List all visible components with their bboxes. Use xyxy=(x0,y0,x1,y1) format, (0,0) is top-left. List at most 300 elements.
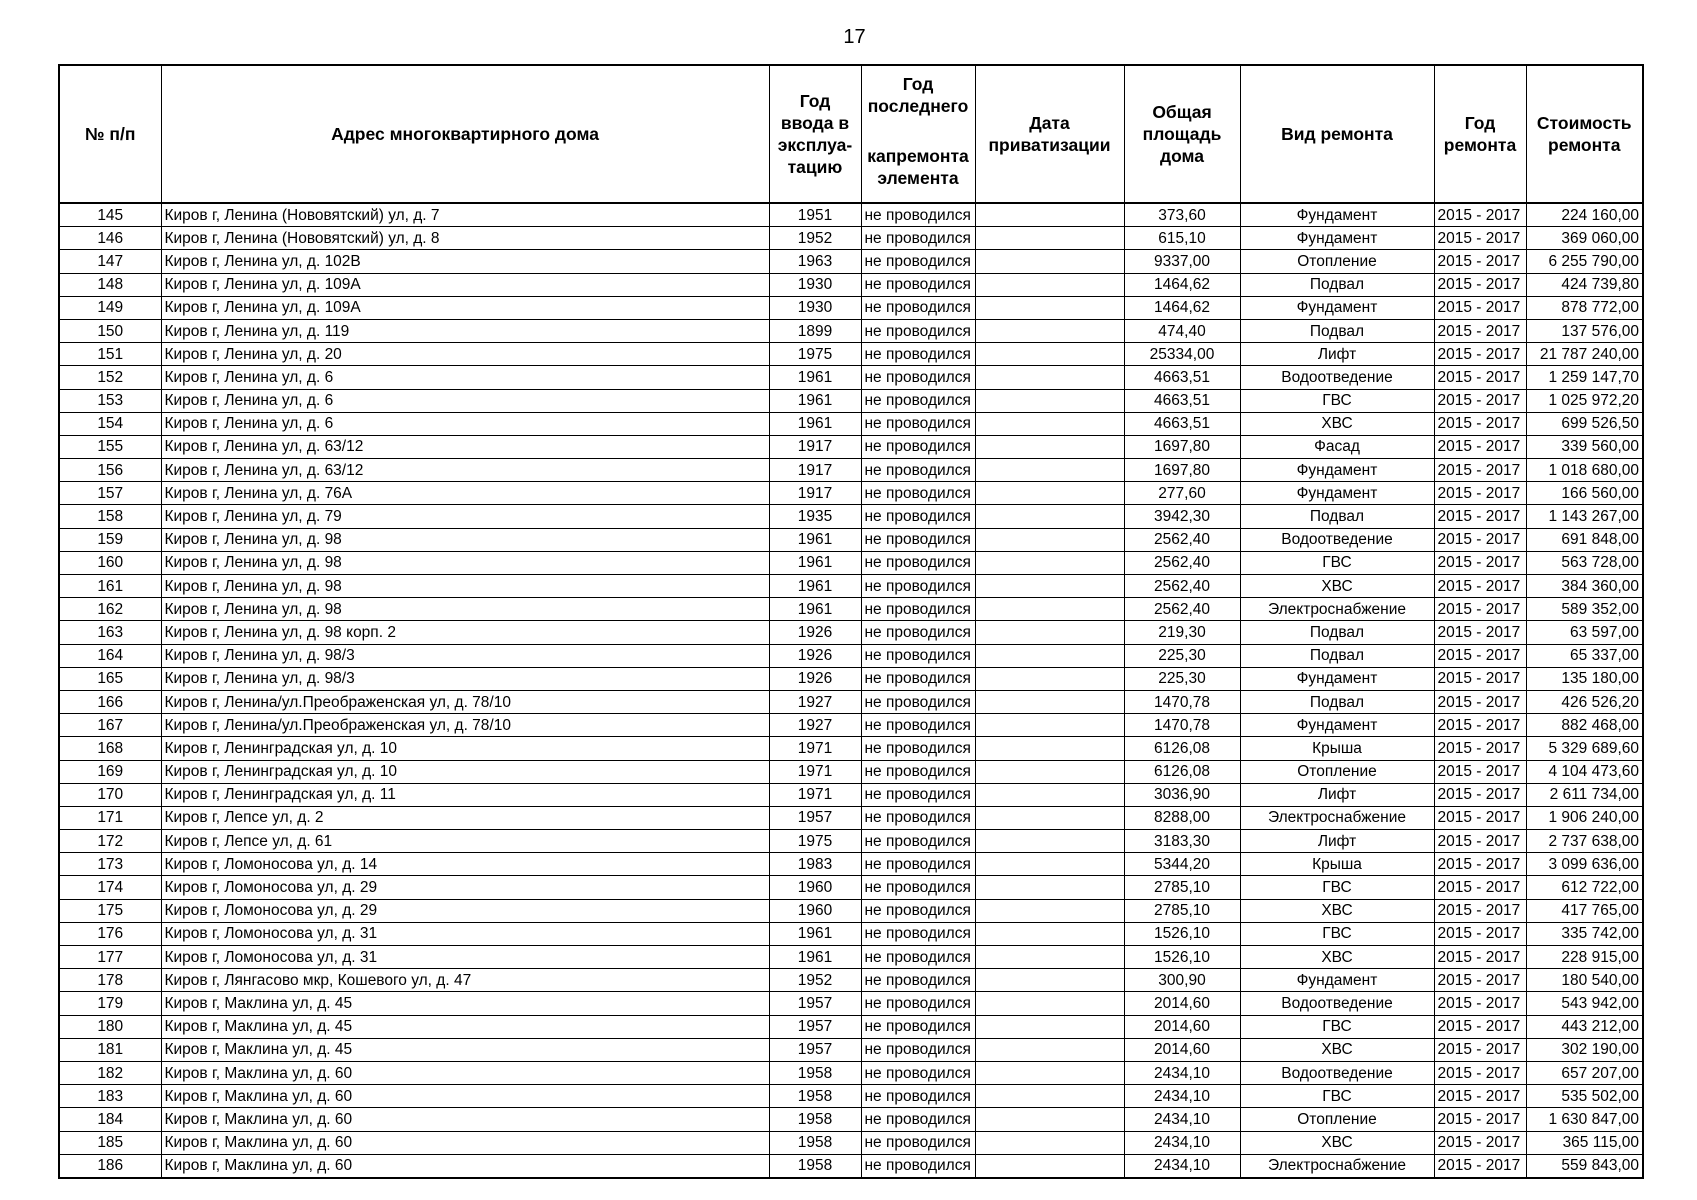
cell-year-built: 1917 xyxy=(769,459,861,482)
cell-cost: 878 772,00 xyxy=(1526,296,1643,319)
cell-last-repair: не проводился xyxy=(861,806,975,829)
cell-area: 9337,00 xyxy=(1124,250,1240,273)
cell-cost: 302 190,00 xyxy=(1526,1038,1643,1061)
header-repair-type: Вид ремонта xyxy=(1240,65,1434,203)
cell-repair-year: 2015 - 2017 xyxy=(1434,528,1526,551)
cell-cost: 166 560,00 xyxy=(1526,482,1643,505)
cell-repair-year: 2015 - 2017 xyxy=(1434,806,1526,829)
cell-address: Киров г, Ломоносова ул, д. 31 xyxy=(161,922,769,945)
table-row xyxy=(59,1154,1643,1178)
cell-privatization xyxy=(975,203,1124,227)
cell-year-built: 1961 xyxy=(769,946,861,969)
cell-repair-type: Лифт xyxy=(1240,830,1434,853)
cell-privatization xyxy=(975,273,1124,296)
cell-address: Киров г, Маклина ул, д. 60 xyxy=(161,1108,769,1131)
cell-repair-type: Водоотведение xyxy=(1240,1061,1434,1084)
table-row xyxy=(59,1061,1643,1084)
cell-num: 153 xyxy=(59,389,161,412)
table-row xyxy=(59,227,1643,250)
cell-area: 5344,20 xyxy=(1124,853,1240,876)
cell-num: 161 xyxy=(59,575,161,598)
cell-privatization xyxy=(975,876,1124,899)
cell-repair-year: 2015 - 2017 xyxy=(1434,1015,1526,1038)
cell-area: 3942,30 xyxy=(1124,505,1240,528)
cell-year-built: 1960 xyxy=(769,876,861,899)
cell-repair-year: 2015 - 2017 xyxy=(1434,435,1526,458)
header-last-repair-bottom: капремонта элемента xyxy=(867,146,969,188)
cell-repair-year: 2015 - 2017 xyxy=(1434,690,1526,713)
cell-cost: 5 329 689,60 xyxy=(1526,737,1643,760)
cell-repair-year: 2015 - 2017 xyxy=(1434,319,1526,342)
cell-privatization xyxy=(975,412,1124,435)
cell-privatization xyxy=(975,1131,1124,1154)
table-row xyxy=(59,783,1643,806)
cell-repair-type: ГВС xyxy=(1240,551,1434,574)
cell-cost: 135 180,00 xyxy=(1526,667,1643,690)
cell-repair-type: Крыша xyxy=(1240,853,1434,876)
cell-cost: 365 115,00 xyxy=(1526,1131,1643,1154)
cell-cost: 335 742,00 xyxy=(1526,922,1643,945)
cell-cost: 1 906 240,00 xyxy=(1526,806,1643,829)
cell-address: Киров г, Ломоносова ул, д. 14 xyxy=(161,853,769,876)
cell-repair-type: Фундамент xyxy=(1240,296,1434,319)
cell-year-built: 1971 xyxy=(769,737,861,760)
cell-repair-type: Электроснабжение xyxy=(1240,598,1434,621)
cell-repair-type: Фундамент xyxy=(1240,667,1434,690)
cell-privatization xyxy=(975,227,1124,250)
cell-year-built: 1957 xyxy=(769,992,861,1015)
cell-repair-type: Отопление xyxy=(1240,250,1434,273)
table-row xyxy=(59,250,1643,273)
cell-year-built: 1927 xyxy=(769,690,861,713)
cell-num: 168 xyxy=(59,737,161,760)
cell-address: Киров г, Ленинградская ул, д. 10 xyxy=(161,760,769,783)
cell-privatization xyxy=(975,992,1124,1015)
cell-privatization xyxy=(975,806,1124,829)
cell-num: 155 xyxy=(59,435,161,458)
cell-repair-year: 2015 - 2017 xyxy=(1434,737,1526,760)
cell-privatization xyxy=(975,505,1124,528)
cell-repair-type: Электроснабжение xyxy=(1240,806,1434,829)
cell-address: Киров г, Ленина (Нововятский) ул, д. 7 xyxy=(161,203,769,227)
cell-repair-year: 2015 - 2017 xyxy=(1434,853,1526,876)
cell-area: 219,30 xyxy=(1124,621,1240,644)
table-row xyxy=(59,528,1643,551)
cell-privatization xyxy=(975,644,1124,667)
cell-area: 277,60 xyxy=(1124,482,1240,505)
cell-year-built: 1957 xyxy=(769,1038,861,1061)
cell-repair-type: ГВС xyxy=(1240,389,1434,412)
cell-area: 373,60 xyxy=(1124,203,1240,227)
cell-privatization xyxy=(975,853,1124,876)
cell-area: 2562,40 xyxy=(1124,575,1240,598)
cell-privatization xyxy=(975,343,1124,366)
cell-repair-type: Подвал xyxy=(1240,644,1434,667)
cell-year-built: 1899 xyxy=(769,319,861,342)
cell-repair-type: Фундамент xyxy=(1240,482,1434,505)
cell-address: Киров г, Ленина ул, д. 109А xyxy=(161,273,769,296)
cell-last-repair: не проводился xyxy=(861,969,975,992)
cell-repair-type: Водоотведение xyxy=(1240,528,1434,551)
cell-repair-year: 2015 - 2017 xyxy=(1434,1061,1526,1084)
cell-cost: 882 468,00 xyxy=(1526,714,1643,737)
cell-repair-year: 2015 - 2017 xyxy=(1434,505,1526,528)
cell-address: Киров г, Ломоносова ул, д. 31 xyxy=(161,946,769,969)
cell-repair-year: 2015 - 2017 xyxy=(1434,1131,1526,1154)
table-row xyxy=(59,714,1643,737)
cell-address: Киров г, Маклина ул, д. 45 xyxy=(161,1038,769,1061)
cell-last-repair: не проводился xyxy=(861,366,975,389)
cell-repair-year: 2015 - 2017 xyxy=(1434,644,1526,667)
cell-repair-year: 2015 - 2017 xyxy=(1434,482,1526,505)
table-row xyxy=(59,505,1643,528)
cell-area: 2434,10 xyxy=(1124,1085,1240,1108)
cell-num: 163 xyxy=(59,621,161,644)
cell-year-built: 1983 xyxy=(769,853,861,876)
cell-repair-year: 2015 - 2017 xyxy=(1434,389,1526,412)
cell-cost: 657 207,00 xyxy=(1526,1061,1643,1084)
cell-repair-year: 2015 - 2017 xyxy=(1434,783,1526,806)
header-repair-year: Год ремонта xyxy=(1434,65,1526,203)
table-row xyxy=(59,946,1643,969)
cell-num: 160 xyxy=(59,551,161,574)
cell-year-built: 1930 xyxy=(769,273,861,296)
cell-repair-year: 2015 - 2017 xyxy=(1434,969,1526,992)
cell-cost: 443 212,00 xyxy=(1526,1015,1643,1038)
cell-address: Киров г, Ленина/ул.Преображенская ул, д. 78/10 xyxy=(161,714,769,737)
cell-cost: 2 611 734,00 xyxy=(1526,783,1643,806)
cell-privatization xyxy=(975,389,1124,412)
cell-num: 158 xyxy=(59,505,161,528)
cell-address: Киров г, Ленина/ул.Преображенская ул, д. 78/10 xyxy=(161,690,769,713)
cell-address: Киров г, Лепсе ул, д. 61 xyxy=(161,830,769,853)
table-row xyxy=(59,1015,1643,1038)
cell-area: 2014,60 xyxy=(1124,1038,1240,1061)
cell-cost: 228 915,00 xyxy=(1526,946,1643,969)
cell-repair-year: 2015 - 2017 xyxy=(1434,992,1526,1015)
cell-area: 2562,40 xyxy=(1124,528,1240,551)
cell-repair-type: Фундамент xyxy=(1240,459,1434,482)
cell-last-repair: не проводился xyxy=(861,830,975,853)
cell-last-repair: не проводился xyxy=(861,482,975,505)
header-cost: Стоимость ремонта xyxy=(1526,65,1643,203)
cell-num: 146 xyxy=(59,227,161,250)
cell-last-repair: не проводился xyxy=(861,1015,975,1038)
cell-last-repair: не проводился xyxy=(861,946,975,969)
cell-cost: 2 737 638,00 xyxy=(1526,830,1643,853)
cell-privatization xyxy=(975,946,1124,969)
cell-cost: 384 360,00 xyxy=(1526,575,1643,598)
cell-repair-year: 2015 - 2017 xyxy=(1434,714,1526,737)
cell-num: 166 xyxy=(59,690,161,713)
cell-num: 159 xyxy=(59,528,161,551)
cell-address: Киров г, Ленина ул, д. 119 xyxy=(161,319,769,342)
cell-num: 169 xyxy=(59,760,161,783)
cell-address: Киров г, Маклина ул, д. 45 xyxy=(161,992,769,1015)
cell-area: 6126,08 xyxy=(1124,737,1240,760)
cell-address: Киров г, Ленина ул, д. 98 корп. 2 xyxy=(161,621,769,644)
cell-repair-type: ХВС xyxy=(1240,1131,1434,1154)
cell-cost: 180 540,00 xyxy=(1526,969,1643,992)
cell-last-repair: не проводился xyxy=(861,1085,975,1108)
cell-privatization xyxy=(975,830,1124,853)
cell-privatization xyxy=(975,1038,1124,1061)
cell-repair-year: 2015 - 2017 xyxy=(1434,412,1526,435)
cell-area: 4663,51 xyxy=(1124,412,1240,435)
cell-cost: 543 942,00 xyxy=(1526,992,1643,1015)
cell-last-repair: не проводился xyxy=(861,296,975,319)
cell-cost: 3 099 636,00 xyxy=(1526,853,1643,876)
table-header xyxy=(59,65,1643,203)
cell-year-built: 1961 xyxy=(769,922,861,945)
cell-privatization xyxy=(975,366,1124,389)
cell-cost: 1 025 972,20 xyxy=(1526,389,1643,412)
cell-address: Киров г, Ленина ул, д. 98 xyxy=(161,551,769,574)
table-row xyxy=(59,760,1643,783)
cell-last-repair: не проводился xyxy=(861,389,975,412)
cell-year-built: 1960 xyxy=(769,899,861,922)
cell-privatization xyxy=(975,1085,1124,1108)
cell-year-built: 1961 xyxy=(769,412,861,435)
table-row xyxy=(59,690,1643,713)
table-row xyxy=(59,992,1643,1015)
cell-last-repair: не проводился xyxy=(861,876,975,899)
cell-num: 180 xyxy=(59,1015,161,1038)
cell-last-repair: не проводился xyxy=(861,737,975,760)
table-row xyxy=(59,343,1643,366)
cell-last-repair: не проводился xyxy=(861,714,975,737)
cell-area: 2014,60 xyxy=(1124,992,1240,1015)
cell-privatization xyxy=(975,760,1124,783)
cell-year-built: 1961 xyxy=(769,575,861,598)
header-last-repair xyxy=(861,65,975,203)
cell-area: 1526,10 xyxy=(1124,946,1240,969)
table-body xyxy=(59,203,1643,1178)
cell-address: Киров г, Ленина ул, д. 76А xyxy=(161,482,769,505)
cell-cost: 369 060,00 xyxy=(1526,227,1643,250)
cell-last-repair: не проводился xyxy=(861,644,975,667)
cell-repair-year: 2015 - 2017 xyxy=(1434,922,1526,945)
cell-repair-type: Фундамент xyxy=(1240,227,1434,250)
cell-area: 1464,62 xyxy=(1124,273,1240,296)
cell-repair-type: Подвал xyxy=(1240,690,1434,713)
cell-num: 178 xyxy=(59,969,161,992)
cell-privatization xyxy=(975,598,1124,621)
cell-area: 3036,90 xyxy=(1124,783,1240,806)
cell-repair-type: Подвал xyxy=(1240,505,1434,528)
cell-privatization xyxy=(975,922,1124,945)
cell-repair-type: ГВС xyxy=(1240,1085,1434,1108)
cell-repair-type: Крыша xyxy=(1240,737,1434,760)
table-row xyxy=(59,969,1643,992)
cell-year-built: 1951 xyxy=(769,203,861,227)
cell-last-repair: не проводился xyxy=(861,667,975,690)
cell-last-repair: не проводился xyxy=(861,227,975,250)
cell-privatization xyxy=(975,969,1124,992)
cell-address: Киров г, Ленина ул, д. 102В xyxy=(161,250,769,273)
cell-cost: 4 104 473,60 xyxy=(1526,760,1643,783)
cell-year-built: 1930 xyxy=(769,296,861,319)
cell-last-repair: не проводился xyxy=(861,528,975,551)
cell-area: 1470,78 xyxy=(1124,714,1240,737)
cell-privatization xyxy=(975,667,1124,690)
cell-privatization xyxy=(975,690,1124,713)
cell-repair-type: Фундамент xyxy=(1240,203,1434,227)
cell-year-built: 1952 xyxy=(769,969,861,992)
cell-cost: 65 337,00 xyxy=(1526,644,1643,667)
cell-repair-type: Фасад xyxy=(1240,435,1434,458)
cell-repair-type: ГВС xyxy=(1240,876,1434,899)
cell-repair-year: 2015 - 2017 xyxy=(1434,1085,1526,1108)
cell-privatization xyxy=(975,319,1124,342)
table-row xyxy=(59,922,1643,945)
cell-year-built: 1958 xyxy=(769,1085,861,1108)
cell-address: Киров г, Ленина (Нововятский) ул, д. 8 xyxy=(161,227,769,250)
cell-last-repair: не проводился xyxy=(861,505,975,528)
cell-area: 474,40 xyxy=(1124,319,1240,342)
cell-last-repair: не проводился xyxy=(861,435,975,458)
cell-repair-year: 2015 - 2017 xyxy=(1434,551,1526,574)
cell-repair-type: Подвал xyxy=(1240,273,1434,296)
cell-address: Киров г, Лепсе ул, д. 2 xyxy=(161,806,769,829)
cell-repair-year: 2015 - 2017 xyxy=(1434,1154,1526,1178)
cell-repair-year: 2015 - 2017 xyxy=(1434,760,1526,783)
cell-last-repair: не проводился xyxy=(861,598,975,621)
cell-num: 152 xyxy=(59,366,161,389)
cell-cost: 339 560,00 xyxy=(1526,435,1643,458)
cell-repair-type: Отопление xyxy=(1240,1108,1434,1131)
cell-repair-type: Водоотведение xyxy=(1240,992,1434,1015)
table-row xyxy=(59,1108,1643,1131)
cell-repair-year: 2015 - 2017 xyxy=(1434,876,1526,899)
cell-year-built: 1917 xyxy=(769,482,861,505)
cell-num: 156 xyxy=(59,459,161,482)
cell-year-built: 1957 xyxy=(769,1015,861,1038)
cell-area: 2434,10 xyxy=(1124,1131,1240,1154)
repair-table xyxy=(58,64,1644,1179)
cell-num: 182 xyxy=(59,1061,161,1084)
cell-repair-year: 2015 - 2017 xyxy=(1434,899,1526,922)
cell-privatization xyxy=(975,1108,1124,1131)
cell-cost: 691 848,00 xyxy=(1526,528,1643,551)
cell-address: Киров г, Лянгасово мкр, Кошевого ул, д. 47 xyxy=(161,969,769,992)
cell-repair-type: ХВС xyxy=(1240,899,1434,922)
cell-repair-type: Подвал xyxy=(1240,319,1434,342)
table-row xyxy=(59,1085,1643,1108)
cell-last-repair: не проводился xyxy=(861,250,975,273)
header-num: № п/п xyxy=(59,65,161,203)
cell-address: Киров г, Маклина ул, д. 60 xyxy=(161,1131,769,1154)
cell-year-built: 1926 xyxy=(769,644,861,667)
cell-year-built: 1952 xyxy=(769,227,861,250)
cell-address: Киров г, Ленина ул, д. 109А xyxy=(161,296,769,319)
cell-num: 167 xyxy=(59,714,161,737)
cell-address: Киров г, Ленина ул, д. 6 xyxy=(161,389,769,412)
cell-address: Киров г, Маклина ул, д. 45 xyxy=(161,1015,769,1038)
cell-year-built: 1935 xyxy=(769,505,861,528)
cell-num: 177 xyxy=(59,946,161,969)
cell-repair-year: 2015 - 2017 xyxy=(1434,946,1526,969)
cell-repair-type: ХВС xyxy=(1240,412,1434,435)
cell-repair-year: 2015 - 2017 xyxy=(1434,830,1526,853)
cell-year-built: 1927 xyxy=(769,714,861,737)
cell-year-built: 1975 xyxy=(769,830,861,853)
cell-year-built: 1971 xyxy=(769,760,861,783)
cell-num: 185 xyxy=(59,1131,161,1154)
cell-num: 150 xyxy=(59,319,161,342)
cell-address: Киров г, Ленина ул, д. 63/12 xyxy=(161,459,769,482)
cell-address: Киров г, Ленина ул, д. 63/12 xyxy=(161,435,769,458)
cell-num: 162 xyxy=(59,598,161,621)
cell-cost: 1 259 147,70 xyxy=(1526,366,1643,389)
header-address: Адрес многоквартирного дома xyxy=(161,65,769,203)
cell-area: 25334,00 xyxy=(1124,343,1240,366)
cell-privatization xyxy=(975,575,1124,598)
cell-num: 173 xyxy=(59,853,161,876)
cell-num: 176 xyxy=(59,922,161,945)
cell-address: Киров г, Ленинградская ул, д. 10 xyxy=(161,737,769,760)
cell-year-built: 1961 xyxy=(769,389,861,412)
table-row xyxy=(59,1038,1643,1061)
cell-privatization xyxy=(975,899,1124,922)
cell-area: 2785,10 xyxy=(1124,876,1240,899)
cell-last-repair: не проводился xyxy=(861,273,975,296)
cell-repair-type: ХВС xyxy=(1240,575,1434,598)
cell-num: 186 xyxy=(59,1154,161,1178)
table-row xyxy=(59,830,1643,853)
cell-area: 1470,78 xyxy=(1124,690,1240,713)
cell-last-repair: не проводился xyxy=(861,412,975,435)
cell-area: 225,30 xyxy=(1124,644,1240,667)
cell-area: 2434,10 xyxy=(1124,1154,1240,1178)
cell-repair-year: 2015 - 2017 xyxy=(1434,273,1526,296)
cell-privatization xyxy=(975,783,1124,806)
table-row xyxy=(59,621,1643,644)
table-row xyxy=(59,551,1643,574)
cell-cost: 137 576,00 xyxy=(1526,319,1643,342)
cell-cost: 224 160,00 xyxy=(1526,203,1643,227)
cell-last-repair: не проводился xyxy=(861,992,975,1015)
table-row xyxy=(59,644,1643,667)
table-row xyxy=(59,899,1643,922)
cell-repair-year: 2015 - 2017 xyxy=(1434,575,1526,598)
cell-area: 2785,10 xyxy=(1124,899,1240,922)
cell-num: 175 xyxy=(59,899,161,922)
cell-last-repair: не проводился xyxy=(861,899,975,922)
cell-num: 164 xyxy=(59,644,161,667)
cell-last-repair: не проводился xyxy=(861,575,975,598)
cell-area: 1697,80 xyxy=(1124,435,1240,458)
cell-address: Киров г, Ленина ул, д. 6 xyxy=(161,412,769,435)
cell-repair-year: 2015 - 2017 xyxy=(1434,1038,1526,1061)
table-row xyxy=(59,667,1643,690)
cell-year-built: 1961 xyxy=(769,551,861,574)
cell-num: 170 xyxy=(59,783,161,806)
table-row xyxy=(59,1131,1643,1154)
cell-cost: 417 765,00 xyxy=(1526,899,1643,922)
cell-cost: 589 352,00 xyxy=(1526,598,1643,621)
cell-repair-year: 2015 - 2017 xyxy=(1434,621,1526,644)
cell-area: 4663,51 xyxy=(1124,366,1240,389)
cell-cost: 1 630 847,00 xyxy=(1526,1108,1643,1131)
cell-repair-year: 2015 - 2017 xyxy=(1434,296,1526,319)
cell-address: Киров г, Ленина ул, д. 98 xyxy=(161,575,769,598)
cell-num: 183 xyxy=(59,1085,161,1108)
cell-last-repair: не проводился xyxy=(861,853,975,876)
cell-repair-type: ХВС xyxy=(1240,946,1434,969)
cell-cost: 424 739,80 xyxy=(1526,273,1643,296)
cell-repair-year: 2015 - 2017 xyxy=(1434,459,1526,482)
